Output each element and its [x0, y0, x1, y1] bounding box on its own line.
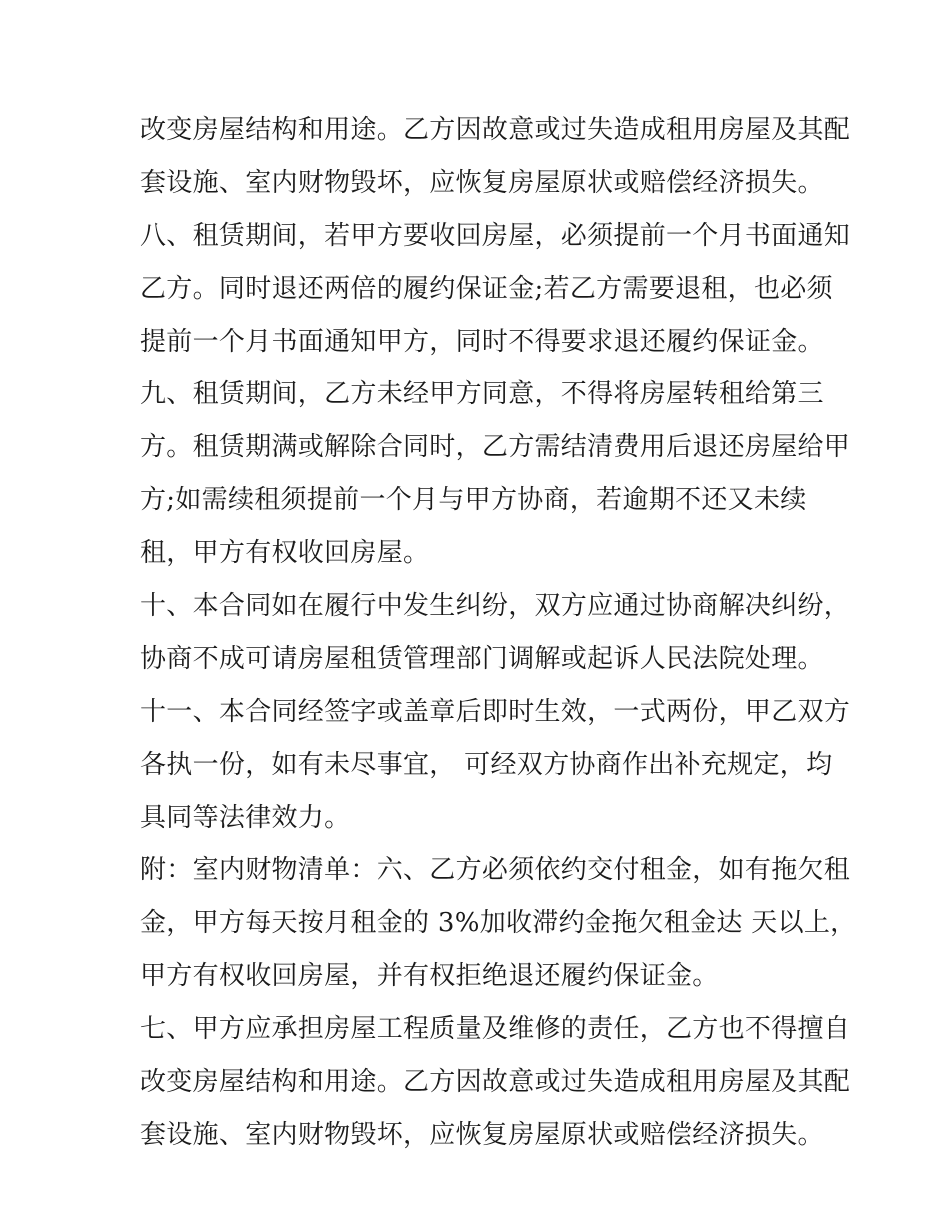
text-line: 各执一份，如有未尽事宜， 可经双方协商作出补充规定，均 — [140, 749, 833, 780]
text-line: 八、租赁期间，若甲方要收回房屋，必须提前一个月书面通知 — [140, 220, 851, 251]
text-line: 改变房屋结构和用途。乙方因故意或过失造成租用房屋及其配 — [140, 1067, 851, 1098]
text-line: 甲方有权收回房屋，并有权拒绝退还履约保证金。 — [140, 961, 719, 992]
text-line: 套设施、室内财物毁坏，应恢复房屋原状或赔偿经济损失。 — [140, 1119, 824, 1150]
text-line: 附：室内财物清单：六、乙方必须依约交付租金，如有拖欠租 — [140, 855, 851, 886]
text-line: 提前一个月书面通知甲方，同时不得要求退还履约保证金。 — [140, 326, 824, 357]
text-line: 七、甲方应承担房屋工程质量及维修的责任，乙方也不得擅自 — [140, 1014, 851, 1045]
text-line: 十一、本合同经签字或盖章后即时生效，一式两份，甲乙双方 — [140, 696, 851, 727]
text-line: 十、本合同如在履行中发生纠纷，双方应通过协商解决纠纷， — [140, 591, 851, 622]
text-line: 改变房屋结构和用途。乙方因故意或过失造成租用房屋及其配 — [140, 115, 851, 145]
text-line: 具同等法律效力。 — [140, 802, 351, 833]
text-line: 金，甲方每天按月租金的 3%加收滞约金拖欠租金达 天以上， — [140, 908, 857, 939]
text-line: 乙方。同时退还两倍的履约保证金;若乙方需要退租，也必须 — [140, 273, 833, 304]
text-line: 九、租赁期间，乙方未经甲方同意，不得将房屋转租给第三 — [140, 379, 824, 410]
text-line: 方。租赁期满或解除合同时，乙方需结清费用后退还房屋给甲 — [140, 432, 851, 463]
text-line: 套设施、室内财物毁坏，应恢复房屋原状或赔偿经济损失。 — [140, 167, 824, 198]
text-line: 协商不成可请房屋租赁管理部门调解或起诉人民法院处理。 — [140, 643, 824, 674]
text-line: 租，甲方有权收回房屋。 — [140, 538, 430, 569]
document-body — [140, 104, 857, 1162]
text-line: 方;如需续租须提前一个月与甲方协商，若逾期不还又未续 — [140, 485, 807, 516]
